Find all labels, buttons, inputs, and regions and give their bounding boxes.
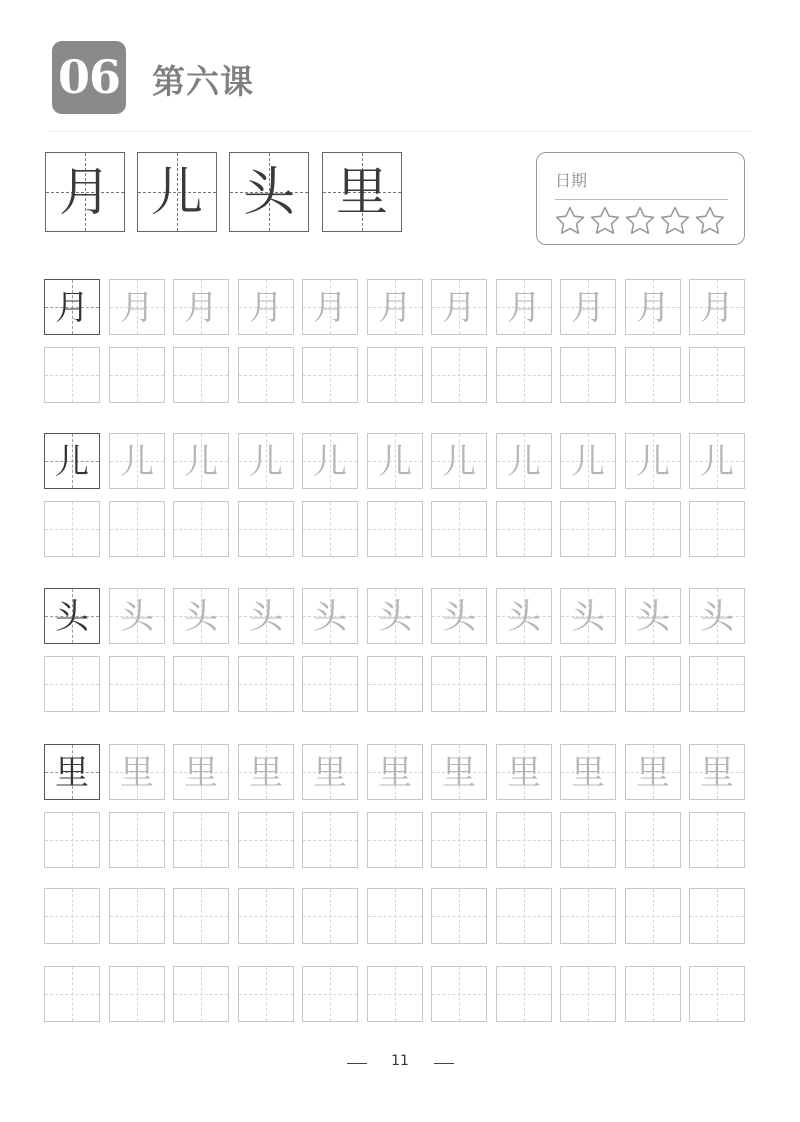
grid-guide bbox=[45, 684, 99, 685]
trace-char-cell bbox=[689, 744, 745, 800]
grid-guide bbox=[174, 684, 228, 685]
trace-char: 里 bbox=[442, 753, 476, 793]
grid-guide bbox=[690, 994, 744, 995]
grid-guide bbox=[497, 840, 551, 841]
blank-practice-cell[interactable] bbox=[367, 812, 423, 868]
trace-char-cell bbox=[625, 744, 681, 800]
trace-char-cell bbox=[431, 744, 487, 800]
trace-char-cell bbox=[625, 279, 681, 335]
trace-char: 头 bbox=[120, 597, 154, 637]
grid-guide bbox=[690, 684, 744, 685]
trace-char: 里 bbox=[378, 753, 412, 793]
blank-practice-cell[interactable] bbox=[560, 347, 616, 403]
grid-guide bbox=[432, 375, 486, 376]
grid-guide bbox=[432, 840, 486, 841]
trace-char-cell bbox=[109, 279, 165, 335]
blank-practice-cell[interactable] bbox=[625, 966, 681, 1022]
blank-practice-cell[interactable] bbox=[109, 656, 165, 712]
trace-char: 月 bbox=[120, 288, 154, 328]
blank-practice-cell[interactable] bbox=[238, 888, 294, 944]
model-char-cell bbox=[44, 279, 100, 335]
featured-char: 月 bbox=[58, 163, 111, 223]
trace-char: 月 bbox=[571, 288, 605, 328]
trace-char-cell bbox=[367, 279, 423, 335]
trace-char: 儿 bbox=[636, 442, 670, 482]
model-char: 月 bbox=[55, 288, 89, 328]
grid-guide bbox=[303, 916, 357, 917]
trace-char-cell bbox=[238, 744, 294, 800]
trace-char: 月 bbox=[313, 288, 347, 328]
blank-practice-cell[interactable] bbox=[431, 888, 487, 944]
blank-practice-cell[interactable] bbox=[625, 812, 681, 868]
blank-practice-cell[interactable] bbox=[689, 812, 745, 868]
blank-practice-cell[interactable] bbox=[238, 812, 294, 868]
blank-practice-cell[interactable] bbox=[238, 656, 294, 712]
blank-practice-cell[interactable] bbox=[44, 656, 100, 712]
lesson-title: 第六课 bbox=[152, 62, 254, 101]
blank-practice-cell[interactable] bbox=[173, 888, 229, 944]
blank-practice-cell[interactable] bbox=[367, 347, 423, 403]
blank-practice-cell[interactable] bbox=[44, 347, 100, 403]
trace-char-cell bbox=[496, 433, 552, 489]
model-char-cell bbox=[44, 433, 100, 489]
blank-practice-cell[interactable] bbox=[302, 888, 358, 944]
blank-practice-cell[interactable] bbox=[44, 501, 100, 557]
grid-guide bbox=[626, 375, 680, 376]
grid-guide bbox=[239, 994, 293, 995]
trace-char: 里 bbox=[120, 753, 154, 793]
grid-guide bbox=[239, 916, 293, 917]
grid-guide bbox=[561, 916, 615, 917]
grid-guide bbox=[690, 916, 744, 917]
blank-practice-cell[interactable] bbox=[689, 966, 745, 1022]
model-char-cell bbox=[44, 744, 100, 800]
grid-guide bbox=[497, 994, 551, 995]
grid-guide bbox=[432, 684, 486, 685]
blank-practice-cell[interactable] bbox=[302, 656, 358, 712]
blank-practice-cell[interactable] bbox=[44, 966, 100, 1022]
blank-practice-cell[interactable] bbox=[431, 812, 487, 868]
grid-guide bbox=[368, 375, 422, 376]
grid-guide bbox=[497, 375, 551, 376]
lesson-number-badge: 06 bbox=[52, 41, 126, 114]
trace-char-cell bbox=[238, 588, 294, 644]
grid-guide bbox=[174, 529, 228, 530]
trace-char-cell bbox=[367, 744, 423, 800]
trace-char: 月 bbox=[378, 288, 412, 328]
trace-char: 里 bbox=[571, 753, 605, 793]
model-char: 头 bbox=[55, 597, 89, 637]
blank-practice-cell[interactable] bbox=[238, 347, 294, 403]
trace-char: 儿 bbox=[378, 442, 412, 482]
grid-guide bbox=[497, 916, 551, 917]
blank-practice-cell[interactable] bbox=[496, 501, 552, 557]
grid-guide bbox=[690, 529, 744, 530]
featured-char: 头 bbox=[242, 163, 295, 223]
trace-char: 儿 bbox=[249, 442, 283, 482]
trace-char-cell bbox=[302, 588, 358, 644]
trace-char: 里 bbox=[249, 753, 283, 793]
trace-char: 儿 bbox=[442, 442, 476, 482]
featured-char-cell bbox=[229, 152, 309, 232]
blank-practice-cell[interactable] bbox=[109, 812, 165, 868]
grid-guide bbox=[174, 840, 228, 841]
date-label: 日期 bbox=[555, 171, 588, 190]
blank-practice-cell[interactable] bbox=[302, 501, 358, 557]
grid-guide bbox=[690, 840, 744, 841]
trace-char: 月 bbox=[249, 288, 283, 328]
blank-practice-cell[interactable] bbox=[367, 888, 423, 944]
blank-practice-cell[interactable] bbox=[302, 347, 358, 403]
grid-guide bbox=[690, 375, 744, 376]
blank-practice-cell[interactable] bbox=[173, 966, 229, 1022]
blank-practice-cell[interactable] bbox=[238, 501, 294, 557]
trace-char-cell bbox=[496, 588, 552, 644]
trace-char: 头 bbox=[313, 597, 347, 637]
blank-practice-cell[interactable] bbox=[496, 966, 552, 1022]
blank-practice-cell[interactable] bbox=[431, 656, 487, 712]
grid-guide bbox=[110, 375, 164, 376]
blank-practice-cell[interactable] bbox=[173, 656, 229, 712]
trace-char: 头 bbox=[249, 597, 283, 637]
trace-char-cell bbox=[238, 279, 294, 335]
page-dash-right bbox=[434, 1063, 454, 1064]
grid-guide bbox=[239, 840, 293, 841]
blank-practice-cell[interactable] bbox=[689, 656, 745, 712]
trace-char-cell bbox=[302, 433, 358, 489]
grid-guide bbox=[303, 994, 357, 995]
trace-char: 头 bbox=[442, 597, 476, 637]
grid-guide bbox=[45, 840, 99, 841]
star-icon[interactable] bbox=[693, 204, 727, 238]
blank-practice-cell[interactable] bbox=[625, 347, 681, 403]
blank-practice-cell[interactable] bbox=[431, 347, 487, 403]
blank-practice-cell[interactable] bbox=[560, 888, 616, 944]
trace-char: 月 bbox=[507, 288, 541, 328]
trace-char-cell bbox=[560, 279, 616, 335]
grid-guide bbox=[432, 916, 486, 917]
grid-guide bbox=[45, 916, 99, 917]
grid-guide bbox=[303, 840, 357, 841]
blank-practice-cell[interactable] bbox=[496, 347, 552, 403]
trace-char: 儿 bbox=[120, 442, 154, 482]
model-char: 儿 bbox=[55, 442, 89, 482]
grid-guide bbox=[239, 684, 293, 685]
trace-char: 头 bbox=[700, 597, 734, 637]
blank-practice-cell[interactable] bbox=[689, 347, 745, 403]
star-icon[interactable] bbox=[623, 204, 657, 238]
grid-guide bbox=[561, 529, 615, 530]
grid-guide bbox=[497, 684, 551, 685]
trace-char-cell bbox=[173, 433, 229, 489]
trace-char: 儿 bbox=[507, 442, 541, 482]
featured-char-cell bbox=[45, 152, 125, 232]
grid-guide bbox=[368, 684, 422, 685]
date-line[interactable] bbox=[555, 199, 728, 200]
grid-guide bbox=[432, 529, 486, 530]
grid-guide bbox=[303, 684, 357, 685]
trace-char-cell bbox=[625, 588, 681, 644]
header-divider bbox=[48, 131, 752, 132]
date-box bbox=[536, 152, 745, 245]
grid-guide bbox=[626, 684, 680, 685]
trace-char-cell bbox=[173, 279, 229, 335]
trace-char-cell bbox=[302, 279, 358, 335]
blank-practice-cell[interactable] bbox=[238, 966, 294, 1022]
grid-guide bbox=[561, 375, 615, 376]
grid-guide bbox=[626, 529, 680, 530]
blank-practice-cell[interactable] bbox=[689, 888, 745, 944]
blank-practice-cell[interactable] bbox=[625, 656, 681, 712]
grid-guide bbox=[368, 529, 422, 530]
trace-char-cell bbox=[625, 433, 681, 489]
trace-char: 月 bbox=[442, 288, 476, 328]
trace-char: 儿 bbox=[313, 442, 347, 482]
trace-char-cell bbox=[560, 588, 616, 644]
grid-guide bbox=[45, 529, 99, 530]
grid-guide bbox=[174, 994, 228, 995]
blank-practice-cell[interactable] bbox=[109, 888, 165, 944]
trace-char-cell bbox=[560, 744, 616, 800]
star-icon[interactable] bbox=[553, 204, 587, 238]
trace-char: 头 bbox=[571, 597, 605, 637]
trace-char: 头 bbox=[507, 597, 541, 637]
blank-practice-cell[interactable] bbox=[431, 501, 487, 557]
trace-char-cell bbox=[109, 588, 165, 644]
blank-practice-cell[interactable] bbox=[109, 966, 165, 1022]
trace-char-cell bbox=[173, 588, 229, 644]
blank-practice-cell[interactable] bbox=[560, 812, 616, 868]
grid-guide bbox=[110, 840, 164, 841]
trace-char-cell bbox=[109, 433, 165, 489]
grid-guide bbox=[239, 529, 293, 530]
trace-char: 月 bbox=[636, 288, 670, 328]
blank-practice-cell[interactable] bbox=[173, 812, 229, 868]
blank-practice-cell[interactable] bbox=[367, 656, 423, 712]
blank-practice-cell[interactable] bbox=[173, 347, 229, 403]
grid-guide bbox=[110, 994, 164, 995]
blank-practice-cell[interactable] bbox=[44, 812, 100, 868]
blank-practice-cell[interactable] bbox=[625, 888, 681, 944]
blank-practice-cell[interactable] bbox=[560, 966, 616, 1022]
model-char: 里 bbox=[55, 753, 89, 793]
trace-char-cell bbox=[496, 279, 552, 335]
grid-guide bbox=[497, 529, 551, 530]
featured-char-cell bbox=[322, 152, 402, 232]
trace-char-cell bbox=[496, 744, 552, 800]
blank-practice-cell[interactable] bbox=[496, 812, 552, 868]
blank-practice-cell[interactable] bbox=[367, 501, 423, 557]
trace-char: 里 bbox=[184, 753, 218, 793]
trace-char: 里 bbox=[700, 753, 734, 793]
blank-practice-cell[interactable] bbox=[689, 501, 745, 557]
featured-char-cell bbox=[137, 152, 217, 232]
grid-guide bbox=[626, 840, 680, 841]
trace-char: 月 bbox=[184, 288, 218, 328]
blank-practice-cell[interactable] bbox=[302, 812, 358, 868]
blank-practice-cell[interactable] bbox=[173, 501, 229, 557]
blank-practice-cell[interactable] bbox=[560, 501, 616, 557]
trace-char-cell bbox=[367, 588, 423, 644]
trace-char-cell bbox=[367, 433, 423, 489]
grid-guide bbox=[561, 994, 615, 995]
blank-practice-cell[interactable] bbox=[560, 656, 616, 712]
featured-char: 儿 bbox=[150, 163, 203, 223]
grid-guide bbox=[110, 529, 164, 530]
trace-char: 儿 bbox=[700, 442, 734, 482]
blank-practice-cell[interactable] bbox=[302, 966, 358, 1022]
blank-practice-cell[interactable] bbox=[44, 888, 100, 944]
blank-practice-cell[interactable] bbox=[625, 501, 681, 557]
trace-char-cell bbox=[109, 744, 165, 800]
trace-char-cell bbox=[560, 433, 616, 489]
star-icon[interactable] bbox=[658, 204, 692, 238]
trace-char: 头 bbox=[184, 597, 218, 637]
page-number: 11 bbox=[391, 1053, 409, 1069]
grid-guide bbox=[110, 916, 164, 917]
trace-char-cell bbox=[431, 279, 487, 335]
grid-guide bbox=[239, 375, 293, 376]
star-icon[interactable] bbox=[588, 204, 622, 238]
trace-char-cell bbox=[689, 279, 745, 335]
grid-guide bbox=[303, 529, 357, 530]
blank-practice-cell[interactable] bbox=[431, 966, 487, 1022]
trace-char: 里 bbox=[313, 753, 347, 793]
featured-char: 里 bbox=[335, 163, 388, 223]
trace-char: 头 bbox=[636, 597, 670, 637]
grid-guide bbox=[561, 840, 615, 841]
rating-stars bbox=[553, 204, 728, 242]
blank-practice-cell[interactable] bbox=[109, 347, 165, 403]
blank-practice-cell[interactable] bbox=[496, 656, 552, 712]
blank-practice-cell[interactable] bbox=[496, 888, 552, 944]
model-char-cell bbox=[44, 588, 100, 644]
trace-char: 头 bbox=[378, 597, 412, 637]
grid-guide bbox=[174, 916, 228, 917]
grid-guide bbox=[626, 916, 680, 917]
grid-guide bbox=[303, 375, 357, 376]
grid-guide bbox=[174, 375, 228, 376]
trace-char-cell bbox=[431, 588, 487, 644]
trace-char-cell bbox=[302, 744, 358, 800]
trace-char-cell bbox=[173, 744, 229, 800]
trace-char: 月 bbox=[700, 288, 734, 328]
grid-guide bbox=[626, 994, 680, 995]
trace-char-cell bbox=[431, 433, 487, 489]
blank-practice-cell[interactable] bbox=[109, 501, 165, 557]
grid-guide bbox=[45, 375, 99, 376]
blank-practice-cell[interactable] bbox=[367, 966, 423, 1022]
grid-guide bbox=[432, 994, 486, 995]
grid-guide bbox=[110, 684, 164, 685]
grid-guide bbox=[45, 994, 99, 995]
trace-char: 里 bbox=[636, 753, 670, 793]
grid-guide bbox=[368, 994, 422, 995]
trace-char: 里 bbox=[507, 753, 541, 793]
grid-guide bbox=[368, 916, 422, 917]
trace-char-cell bbox=[689, 433, 745, 489]
trace-char-cell bbox=[689, 588, 745, 644]
trace-char: 儿 bbox=[571, 442, 605, 482]
grid-guide bbox=[368, 840, 422, 841]
grid-guide bbox=[561, 684, 615, 685]
trace-char-cell bbox=[238, 433, 294, 489]
trace-char: 儿 bbox=[184, 442, 218, 482]
